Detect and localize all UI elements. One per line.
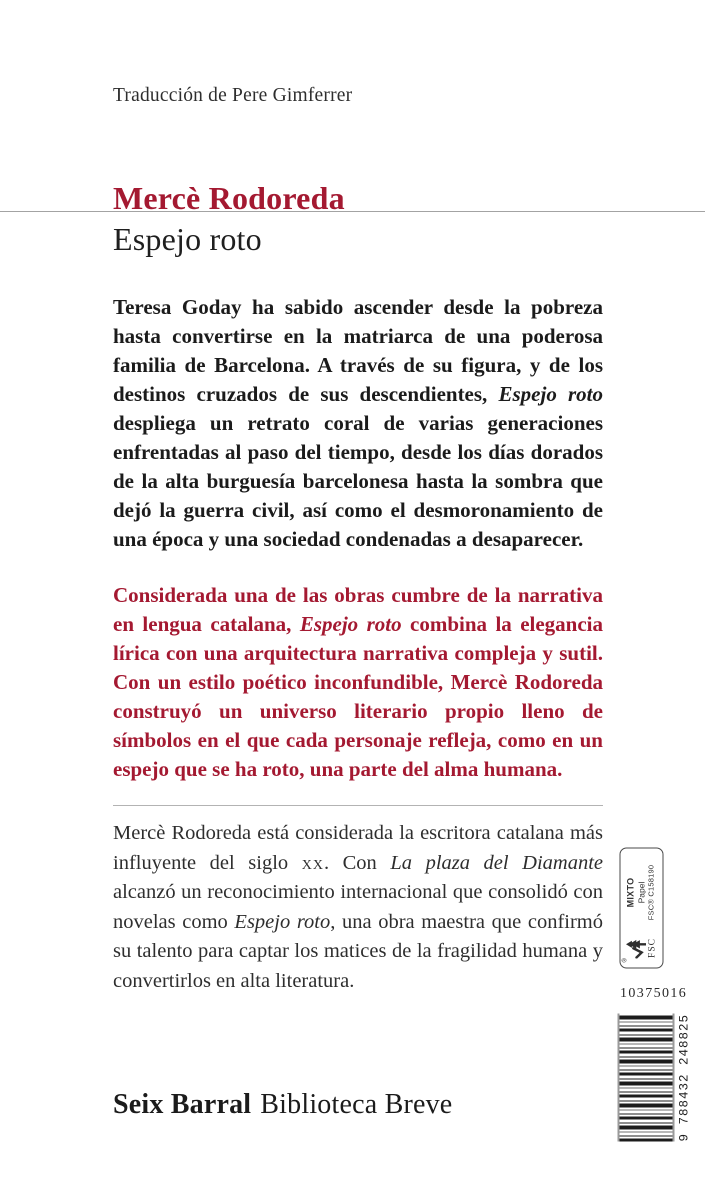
back-cover-copy — [113, 293, 603, 996]
translator-credit: Traducción de Pere Gimferrer — [113, 85, 353, 106]
section-divider-rule — [113, 805, 603, 806]
author-bio-paragraph: Mercè Rodoreda está considerada la escritora catalana más influyente del siglo xx. Con La plaza del Diamante alcanzó un reconocimiento internacional que consolidó con novelas como Espejo roto, una obra maestra que confirmó su talento para captar los matices de la fragilidad humana y convertirlos en alta literatura. — [113, 822, 603, 992]
isbn-barcode — [618, 1014, 693, 1142]
synopsis-paragraph: Teresa Goday ha sabido ascender desde la pobreza hasta convertirse en la matriarca de una poderosa familia de Barcelona. A través de su figura, y de los destinos cruzados de sus descendientes, Espejo roto despliega un retrato coral de varias generaciones enfrentadas al paso del tiempo, desde los días dorados de la alta burguesía barcelonesa hasta la sombra que dejó la guerra civil, así como el desmoronamiento de una época y una sociedad condenadas a desaparecer. — [113, 295, 603, 551]
highlight-paragraph: Considerada una de las obras cumbre de la narrativa en lengua catalana, Espejo roto combina la elegancia lírica con una arquitectura narrativa compleja y sutil. Con un estilo poético inconfundible, Mercè Rodoreda construyó un universo literario propio lleno de símbolos en el que cada personaje refleja, como en un espejo que se ha roto, una parte del alma humana. — [113, 583, 604, 781]
publisher-imprint: Seix Barral — [113, 1089, 252, 1120]
fsc-label-box — [620, 848, 664, 969]
fsc-license-code: FSC® C158190 — [646, 864, 656, 921]
publisher-logotype — [113, 1089, 452, 1121]
header-rule — [0, 211, 705, 212]
publisher-collection: Biblioteca Breve — [260, 1089, 453, 1120]
fsc-mix-label: MIXTO — [625, 877, 636, 908]
fsc-paper-label: Papel — [636, 881, 647, 904]
fsc-tree-check-icon — [625, 938, 648, 959]
registered-mark: ® — [622, 958, 629, 963]
author-name: Mercè Rodoreda — [113, 180, 345, 216]
barcode-bars — [618, 1014, 675, 1142]
print-code: 10375016 — [620, 986, 688, 1001]
fsc-certification-label — [620, 848, 664, 969]
fsc-logo-block — [622, 938, 659, 963]
fsc-acronym: FSC — [647, 938, 658, 958]
fsc-text-block — [627, 856, 656, 930]
book-title: Espejo roto — [113, 221, 262, 257]
isbn-number: 9 788432 248825 — [677, 1013, 692, 1142]
